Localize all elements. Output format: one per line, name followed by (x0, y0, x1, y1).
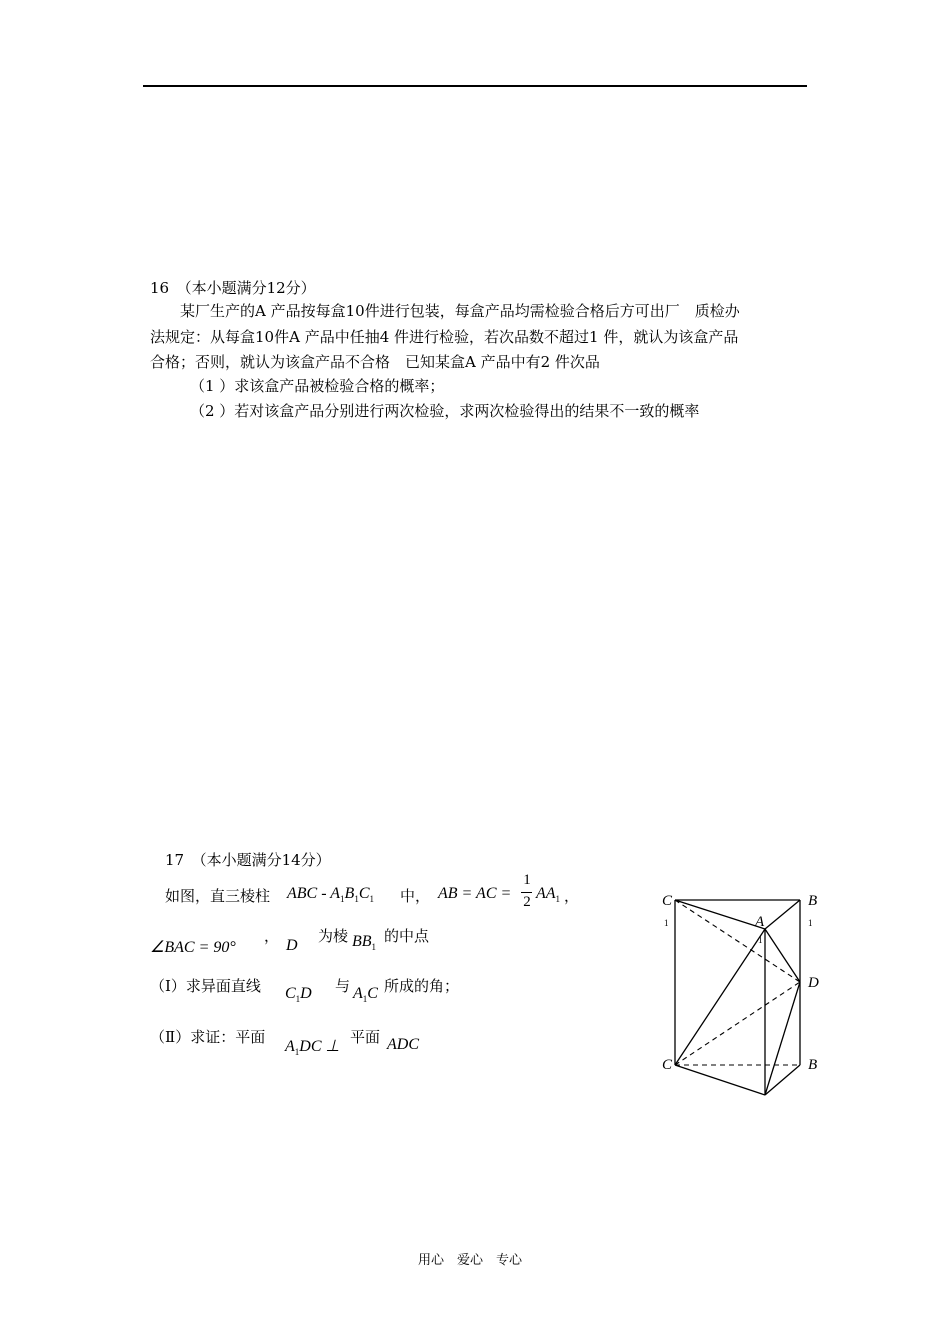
label-a1-sub: 1 (758, 935, 763, 945)
q17-frac-num: 1 (523, 872, 531, 888)
q17-eq-right: $AA_1$ (536, 885, 561, 905)
q17-d-end: 的中点 (384, 927, 430, 945)
q17-intro: 如图，直三棱柱 (165, 887, 271, 905)
q17-prism: ABC - $A_1B_1C_1$ (287, 885, 374, 905)
q17-d-var: D (286, 937, 298, 954)
label-c1: C (662, 893, 673, 909)
label-b: B (808, 1057, 818, 1073)
prism-figure (655, 885, 835, 1100)
q17-frac-bar (521, 892, 532, 893)
q17-a1c: $A_1C$ (353, 985, 378, 1005)
q17-part1-label: （Ⅰ）求异面直线 (150, 977, 261, 995)
q16-part2: （2 ）若对该盒产品分别进行两次检验，求两次检验得出的结果不一致的概率 (190, 402, 700, 420)
q17-c1d: $C_1D$ (285, 985, 312, 1005)
q17-comma: ， (564, 887, 580, 905)
q17-plane2: 平面 (350, 1028, 381, 1046)
segment-a1-d (765, 929, 800, 982)
q17-adc: ADC (387, 1036, 419, 1053)
q17-angle: ∠BAC = 90° (150, 939, 236, 956)
label-b1-sub: 1 (808, 918, 813, 928)
q17-eq-left: AB = AC = (438, 885, 512, 902)
label-b1: B (808, 893, 818, 909)
q16-part1: （1 ）求该盒产品被检验合格的概率； (190, 377, 445, 395)
label-c: C (662, 1057, 673, 1073)
q17-d-text: 为棱 (318, 927, 349, 945)
q16-line1: 某厂生产的A 产品按每盒10件进行包装，每盒产品均需检验合格后方可出厂 质检办 (180, 302, 740, 320)
segment-c-d (675, 982, 800, 1065)
q17-part2-label: （Ⅱ）求证：平面 (150, 1028, 266, 1046)
label-d: D (808, 975, 819, 991)
q17-part1-end: 所成的角； (384, 977, 460, 995)
edge-c-a (675, 1065, 765, 1095)
q17-a1dc: $A_1DC$ ⊥ (285, 1038, 340, 1058)
q16-line3: 合格；否则，就认为该盒产品不合格 已知某盒A 产品中有2 件次品 (150, 353, 600, 371)
q17-frac-den: 2 (523, 894, 531, 910)
edge-a1-b1 (765, 900, 800, 929)
segment-a1-c (675, 929, 765, 1065)
q16-line2: 法规定：从每盒10件A 产品中任抽4 件进行检验，若次品数不超过1 件，就认为该盒产品 (150, 328, 739, 346)
header-rule (143, 85, 807, 87)
q17-mid: 中， (400, 887, 431, 905)
q17-with: 与 (335, 977, 351, 995)
q16-header: 16 （本小题满分12分） (150, 279, 316, 297)
q17-bb: $BB_1$ (352, 933, 377, 953)
edge-c1-a1 (675, 900, 765, 929)
segment-a-d (765, 982, 800, 1095)
page-footer: 用心 爱心 专心 (418, 1253, 523, 1268)
q17-header: 17 （本小题满分14分） (165, 851, 331, 869)
q17-comma2: ， (264, 927, 280, 945)
label-a1: A (755, 914, 765, 930)
label-c1-sub: 1 (664, 918, 669, 928)
